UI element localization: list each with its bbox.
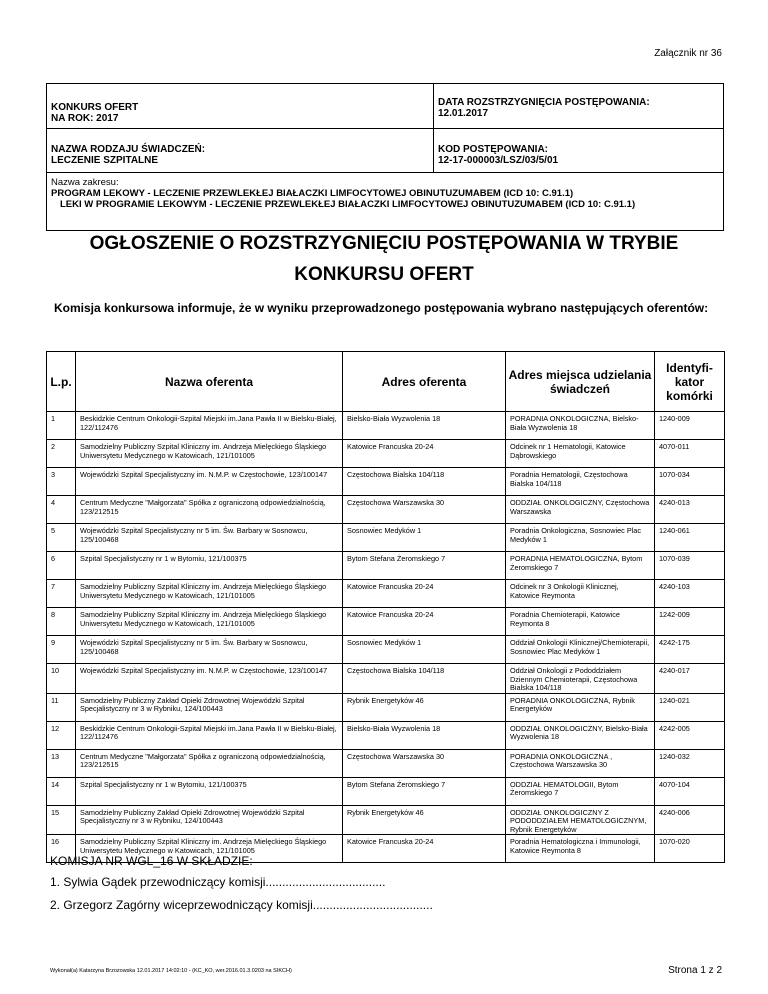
row-identyfikator: 1242-009 — [655, 608, 725, 636]
zakres-block — [51, 177, 635, 210]
row-adres-oferenta: Częstochowa Bialska 104/118 — [343, 664, 506, 694]
row-identyfikator: 4070-104 — [655, 777, 725, 805]
row-lp: 3 — [47, 468, 76, 496]
generated-footer: Wykonał(a) Katarzyna Brzozowska 12.01.2017 14:02:10 - (KC_KO, wer.2016.01.3.0203 na SIKCH) — [50, 968, 292, 974]
row-adres-oferenta: Rybnik Energetyków 46 — [343, 693, 506, 721]
row-lp: 2 — [47, 440, 76, 468]
table-header-row — [47, 352, 725, 412]
row-lp: 12 — [47, 721, 76, 749]
row-nazwa-oferenta: Samodzielny Publiczny Zakład Opieki Zdrowotnej Wojewódzki Szpital Specjalistyczny nr 3 w Rybniku, 124/100443 — [76, 805, 343, 835]
row-adres-miejsca: ODDZIAŁ ONKOLOGICZNY, Częstochowa Warszawska — [506, 496, 655, 524]
konkurs-label: KONKURS OFERT — [51, 102, 139, 113]
row-nazwa-oferenta: Beskidzkie Centrum Onkologii-Szpital Miejski im.Jana Pawła II w Bielsku-Białej, 122/112476 — [76, 412, 343, 440]
table-row — [47, 440, 725, 468]
commission-heading: KOMISJA NR WGL_16 W SKŁADZIE: — [50, 854, 253, 868]
header-divider-1 — [47, 128, 723, 129]
table-row — [47, 693, 725, 721]
row-identyfikator: 1240-061 — [655, 524, 725, 552]
offerors-table — [46, 351, 725, 863]
rodzaj-value: LECZENIE SZPITALNE — [51, 155, 159, 166]
data-rozstrzygniecia-label: DATA ROZSTRZYGNIĘCIA POSTĘPOWANIA: — [438, 97, 650, 108]
row-identyfikator: 1070-020 — [655, 835, 725, 863]
row-lp: 10 — [47, 664, 76, 694]
row-nazwa-oferenta: Centrum Medyczne "Małgorzata" Spółka z ograniczoną odpowiedzialnością, 123/212515 — [76, 496, 343, 524]
row-lp: 6 — [47, 552, 76, 580]
kod-value: 12-17-000003/LSZ/03/5/01 — [438, 155, 559, 166]
header-divider-2 — [47, 172, 723, 173]
row-lp: 5 — [47, 524, 76, 552]
row-adres-oferenta: Częstochowa Warszawska 30 — [343, 749, 506, 777]
page-title-line-2: KONKURSU OFERT — [294, 264, 474, 285]
row-nazwa-oferenta: Wojewódzki Szpital Specjalistyczny nr 5 im. Św. Barbary w Sosnowcu, 125/100468 — [76, 636, 343, 664]
table-row — [47, 524, 725, 552]
rok-label: NA ROK: 2017 — [51, 113, 119, 124]
row-adres-oferenta: Bielsko-Biała Wyzwolenia 18 — [343, 721, 506, 749]
row-adres-oferenta: Częstochowa Bialska 104/118 — [343, 468, 506, 496]
row-adres-oferenta: Sosnowiec Medyków 1 — [343, 636, 506, 664]
table-row — [47, 664, 725, 694]
row-lp: 9 — [47, 636, 76, 664]
row-adres-oferenta: Bytom Stefana Żeromskiego 7 — [343, 552, 506, 580]
row-lp: 11 — [47, 693, 76, 721]
row-identyfikator: 4240-017 — [655, 664, 725, 694]
row-lp: 1 — [47, 412, 76, 440]
row-adres-miejsca: ODDZIAŁ HEMATOLOGII, Bytom Żeromskiego 7 — [506, 777, 655, 805]
table-row — [47, 636, 725, 664]
header-box — [46, 83, 724, 231]
row-identyfikator: 1240-032 — [655, 749, 725, 777]
data-rozstrzygniecia-value: 12.01.2017 — [438, 108, 489, 119]
col-header-adres: Adres oferenta — [343, 352, 506, 412]
row-adres-oferenta: Katowice Francuska 20-24 — [343, 580, 506, 608]
row-nazwa-oferenta: Wojewódzki Szpital Specjalistyczny im. N.M.P. w Częstochowie, 123/100147 — [76, 468, 343, 496]
row-nazwa-oferenta: Samodzielny Publiczny Szpital Kliniczny im. Andrzeja Mielęckiego Śląskiego Uniwersytetu Medycznego w Katowicach, 121/101005 — [76, 835, 343, 863]
row-adres-miejsca: ODDZIAŁ ONKOLOGICZNY, Bielsko-Biała Wyzwolenia 18 — [506, 721, 655, 749]
kod-label: KOD POSTĘPOWANIA: — [438, 144, 549, 155]
zakres-label: Nazwa zakresu: — [51, 177, 119, 188]
intro-text: Komisja konkursowa informuje, że w wyniku przeprowadzonego postępowania wybrano następujących oferentów: — [54, 301, 709, 315]
row-adres-oferenta: Bytom Stefana Żeromskiego 7 — [343, 777, 506, 805]
row-adres-miejsca: Oddział Onkologii Klinicznej/Chemioterapii, Sosnowiec Plac Medyków 1 — [506, 636, 655, 664]
row-adres-oferenta: Bielsko-Biała Wyzwolenia 18 — [343, 412, 506, 440]
row-nazwa-oferenta: Beskidzkie Centrum Onkologii-Szpital Miejski im.Jana Pawła II w Bielsku-Białej, 122/112476 — [76, 721, 343, 749]
row-lp: 16 — [47, 835, 76, 863]
row-nazwa-oferenta: Samodzielny Publiczny Szpital Kliniczny im. Andrzeja Mielęckiego Śląskiego Uniwersytetu Medycznego w Katowicach, 121/101005 — [76, 440, 343, 468]
row-nazwa-oferenta: Wojewódzki Szpital Specjalistyczny im. N.M.P. w Częstochowie, 123/100147 — [76, 664, 343, 694]
row-adres-miejsca: PORADNIA HEMATOLOGICZNA, Bytom Żeromskiego 7 — [506, 552, 655, 580]
row-adres-miejsca: Poradnia Hematologii, Częstochowa Bialska 104/118 — [506, 468, 655, 496]
table-row — [47, 805, 725, 835]
col-header-lp: L.p. — [47, 352, 76, 412]
row-adres-miejsca: PORADNIA ONKOLOGICZNA, Bielsko-Biała Wyzwolenia 18 — [506, 412, 655, 440]
row-identyfikator: 4240-006 — [655, 805, 725, 835]
commission-member-2: 2. Grzegorz Zagórny wiceprzewodniczący komisji.................................... — [50, 898, 433, 912]
row-identyfikator: 1070-034 — [655, 468, 725, 496]
row-nazwa-oferenta: Centrum Medyczne "Małgorzata" Spółka z ograniczoną odpowiedzialnością, 123/212515 — [76, 749, 343, 777]
row-lp: 14 — [47, 777, 76, 805]
row-adres-miejsca: Odcinek nr 1 Hematologii, Katowice Dąbrowskiego — [506, 440, 655, 468]
row-lp: 8 — [47, 608, 76, 636]
commission-member-1: 1. Sylwia Gądek przewodniczący komisji.................................... — [50, 875, 386, 889]
row-lp: 4 — [47, 496, 76, 524]
col-header-nazwa: Nazwa oferenta — [76, 352, 343, 412]
col-header-identyfikator: Identyfi-kator komórki — [655, 352, 725, 412]
row-lp: 13 — [47, 749, 76, 777]
row-nazwa-oferenta: Wojewódzki Szpital Specjalistyczny nr 5 im. Św. Barbary w Sosnowcu, 125/100468 — [76, 524, 343, 552]
row-adres-miejsca: Poradnia Chemioterapii, Katowice Reymonta 8 — [506, 608, 655, 636]
row-nazwa-oferenta: Szpital Specjalistyczny nr 1 w Bytomiu, 121/100375 — [76, 777, 343, 805]
row-lp: 15 — [47, 805, 76, 835]
row-adres-miejsca: Poradnia Onkologiczna, Sosnowiec Plac Medyków 1 — [506, 524, 655, 552]
row-adres-miejsca: Oddział Onkologii z Pododdziałem Dziennym Chemioterapii, Częstochowa Bialska 104/118 — [506, 664, 655, 694]
row-identyfikator: 4240-013 — [655, 496, 725, 524]
annex-label: Załącznik nr 36 — [654, 48, 722, 59]
zakres-line-1: PROGRAM LEKOWY - LECZENIE PRZEWLEKŁEJ BIAŁACZKI LIMFOCYTOWEJ OBINUTUZUMABEM (ICD 10: C.91.1) — [51, 188, 574, 199]
row-identyfikator: 1070-039 — [655, 552, 725, 580]
row-adres-miejsca: PORADNIA ONKOLOGICZNA, Rybnik Energetyków — [506, 693, 655, 721]
table-row — [47, 496, 725, 524]
row-nazwa-oferenta: Samodzielny Publiczny Szpital Kliniczny im. Andrzeja Mielęckiego Śląskiego Uniwersytetu Medycznego w Katowicach, 121/101005 — [76, 608, 343, 636]
table-row — [47, 749, 725, 777]
row-adres-oferenta: Katowice Francuska 20-24 — [343, 608, 506, 636]
row-identyfikator: 1240-009 — [655, 412, 725, 440]
zakres-line-2: LEKI W PROGRAMIE LEKOWYM - LECZENIE PRZEWLEKŁEJ BIAŁACZKI LIMFOCYTOWEJ OBINUTUZUMABEM (ICD 10: C.91.1) — [60, 199, 636, 210]
table-body — [47, 412, 725, 863]
table-row — [47, 412, 725, 440]
row-adres-miejsca: ODDZIAŁ ONKOLOGICZNY Z PODODDZIAŁEM HEMATOLOGICZNYM, Rybnik Energetyków — [506, 805, 655, 835]
row-nazwa-oferenta: Samodzielny Publiczny Zakład Opieki Zdrowotnej Wojewódzki Szpital Specjalistyczny nr 3 w Rybniku, 124/100443 — [76, 693, 343, 721]
col-header-miejsce: Adres miejsca udzielania świadczeń — [506, 352, 655, 412]
row-adres-oferenta: Katowice Francuska 20-24 — [343, 835, 506, 863]
table-row — [47, 468, 725, 496]
table-row — [47, 608, 725, 636]
row-adres-miejsca: Odcinek nr 3 Onkologii Klinicznej, Katowice Reymonta — [506, 580, 655, 608]
page-title-line-1: OGŁOSZENIE O ROZSTRZYGNIĘCIU POSTĘPOWANIA W TRYBIE — [89, 233, 679, 254]
table-row — [47, 580, 725, 608]
row-identyfikator: 4240-103 — [655, 580, 725, 608]
row-adres-miejsca: PORADNIA ONKOLOGICZNA , Częstochowa Warszawska 30 — [506, 749, 655, 777]
row-identyfikator: 4242-175 — [655, 636, 725, 664]
row-adres-oferenta: Katowice Francuska 20-24 — [343, 440, 506, 468]
row-adres-oferenta: Rybnik Energetyków 46 — [343, 805, 506, 835]
table-row — [47, 721, 725, 749]
row-nazwa-oferenta: Samodzielny Publiczny Szpital Kliniczny im. Andrzeja Mielęckiego Śląskiego Uniwersytetu Medycznego w Katowicach, 121/101005 — [76, 580, 343, 608]
row-identyfikator: 1240-021 — [655, 693, 725, 721]
row-adres-miejsca: Poradnia Hematologiczna i Immunologii, Katowice Reymonta 8 — [506, 835, 655, 863]
row-identyfikator: 4070-011 — [655, 440, 725, 468]
page-number: Strona 1 z 2 — [668, 965, 722, 976]
row-adres-oferenta: Częstochowa Warszawska 30 — [343, 496, 506, 524]
row-nazwa-oferenta: Szpital Specjalistyczny nr 1 w Bytomiu, 121/100375 — [76, 552, 343, 580]
rodzaj-label: NAZWA RODZAJU ŚWIADCZEŃ: — [51, 144, 206, 155]
row-lp: 7 — [47, 580, 76, 608]
row-adres-oferenta: Sosnowiec Medyków 1 — [343, 524, 506, 552]
row-identyfikator: 4242-005 — [655, 721, 725, 749]
table-row — [47, 777, 725, 805]
table-row — [47, 552, 725, 580]
